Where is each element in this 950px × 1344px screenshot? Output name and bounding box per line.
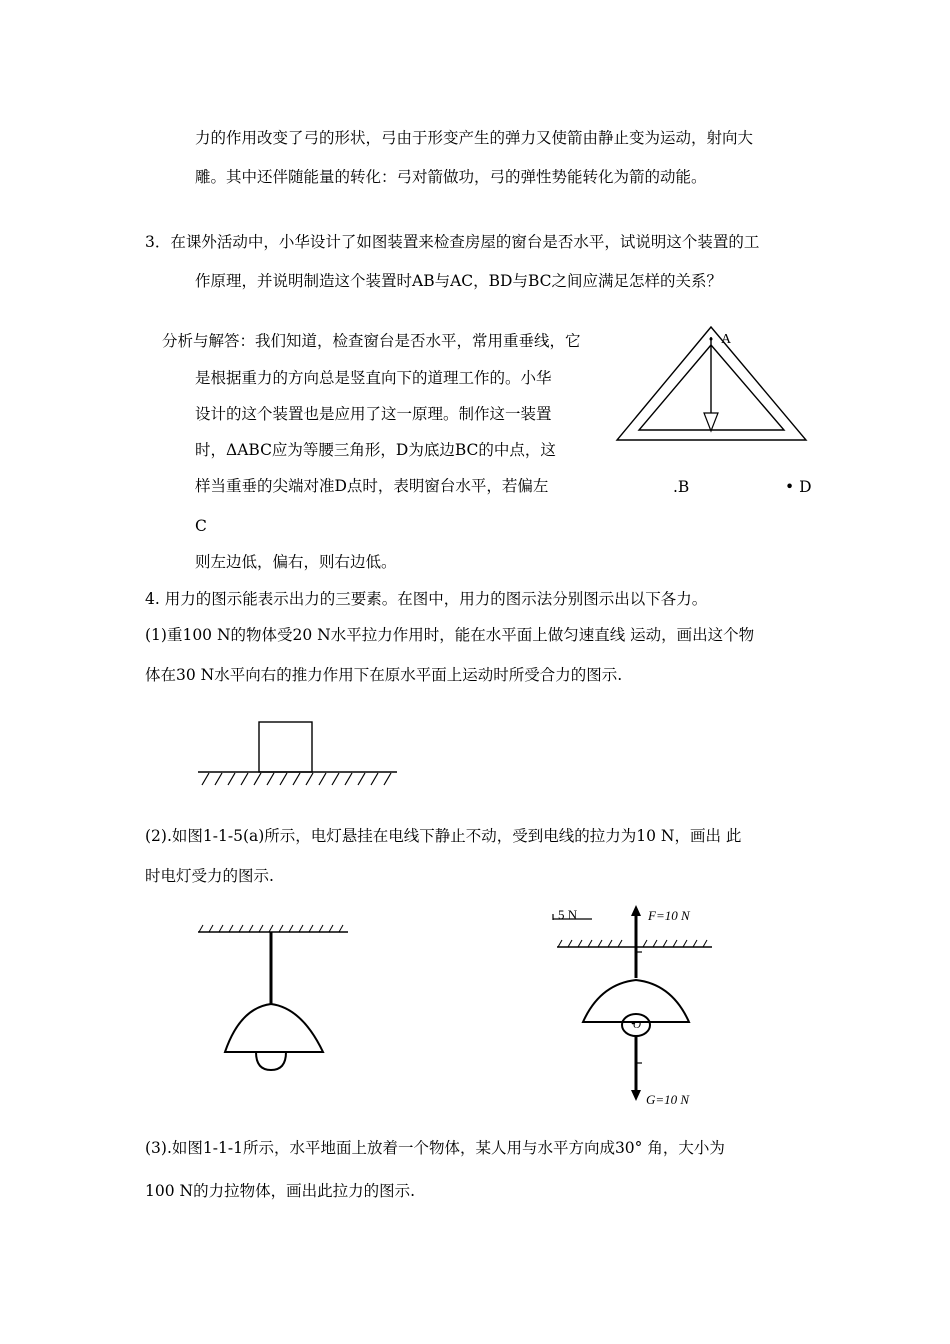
center-o-label: O bbox=[633, 1019, 641, 1031]
q3-answer-line-5: 样当重垂的尖端对准D点时，表明窗台水平，若偏左 bbox=[195, 477, 549, 495]
q4-part3-line-1: (3).如图1-1-1所示，水平地面上放着一个物体，某人用与水平方向成30° 角，大小为 bbox=[145, 1139, 725, 1157]
scale-label: 5 N bbox=[558, 907, 578, 922]
force-diagram-figure bbox=[550, 900, 730, 1110]
q4-part2-line-2: 时电灯受力的图示. bbox=[145, 867, 274, 885]
q4-intro: 4. 用力的图示能表示出力的三要素。在图中，用力的图示法分别图示出以下各力。 bbox=[145, 590, 708, 608]
q4-part3-line-2: 100 N的力拉物体，画出此拉力的图示. bbox=[145, 1182, 416, 1200]
q3-answer-line-3: 设计的这个装置也是应用了这一原理。制作这一装置 bbox=[195, 405, 552, 423]
ground-hatching bbox=[202, 773, 391, 785]
force-f-arrowhead bbox=[631, 905, 641, 916]
q3-line-1: 3．在课外活动中，小华设计了如图装置来检查房屋的窗台是否水平，试说明这个装置的工 bbox=[145, 233, 760, 251]
q3-line-2: 作原理，并说明制造这个装置时AB与AC，BD与BC之间应满足怎样的关系？ bbox=[195, 272, 722, 290]
label-d: • D bbox=[785, 478, 812, 496]
label-a: A bbox=[721, 332, 732, 347]
q4-part1-line-1: (1)重100 N的物体受20 N水平拉力作用时，能在水平面上做匀速直线 运动，画出这个物 bbox=[145, 626, 755, 644]
ceiling-hatching bbox=[199, 925, 343, 932]
force-f-label: F=10 N bbox=[648, 908, 690, 923]
force-g-label: G=10 N bbox=[646, 1092, 690, 1107]
block bbox=[259, 722, 312, 772]
hanging-lamp-figure bbox=[195, 920, 355, 1080]
lamp-shade bbox=[225, 1004, 323, 1052]
q3-answer-line-2: 是根据重力的方向总是竖直向下的道理工作的。小华 bbox=[195, 369, 552, 387]
q3-answer-line-6: C bbox=[195, 517, 207, 535]
lamp-bulb bbox=[256, 1052, 286, 1070]
label-b: .B bbox=[673, 478, 690, 496]
force-g-arrowhead bbox=[631, 1090, 641, 1101]
para-top-line-2: 雕。其中还伴随能量的转化：弓对箭做功，弓的弹性势能转化为箭的动能。 bbox=[195, 168, 707, 186]
q4-part1-line-2: 体在30 N水平向右的推力作用下在原水平面上运动时所受合力的图示. bbox=[145, 666, 623, 684]
q3-answer-line-4: 时，ΔABC应为等腰三角形，D为底边BC的中点，这 bbox=[195, 441, 556, 459]
q3-answer-line-1: 分析与解答：我们知道，检查窗台是否水平，常用重垂线，它 bbox=[162, 332, 581, 350]
plumb-bob bbox=[704, 413, 718, 431]
para-top-line-1: 力的作用改变了弓的形状，弓由于形变产生的弹力又使箭由静止变为运动，射向大 bbox=[195, 129, 754, 147]
triangle-plumb-figure bbox=[615, 325, 810, 450]
q3-answer-line-7: 则左边低，偏右，则右边低。 bbox=[195, 553, 397, 571]
block-on-ground-figure bbox=[195, 720, 400, 790]
q4-part2-line-1: (2).如图1-1-5(a)所示，电灯悬挂在电线下静止不动，受到电线的拉力为10 N，画出 此 bbox=[145, 827, 742, 845]
